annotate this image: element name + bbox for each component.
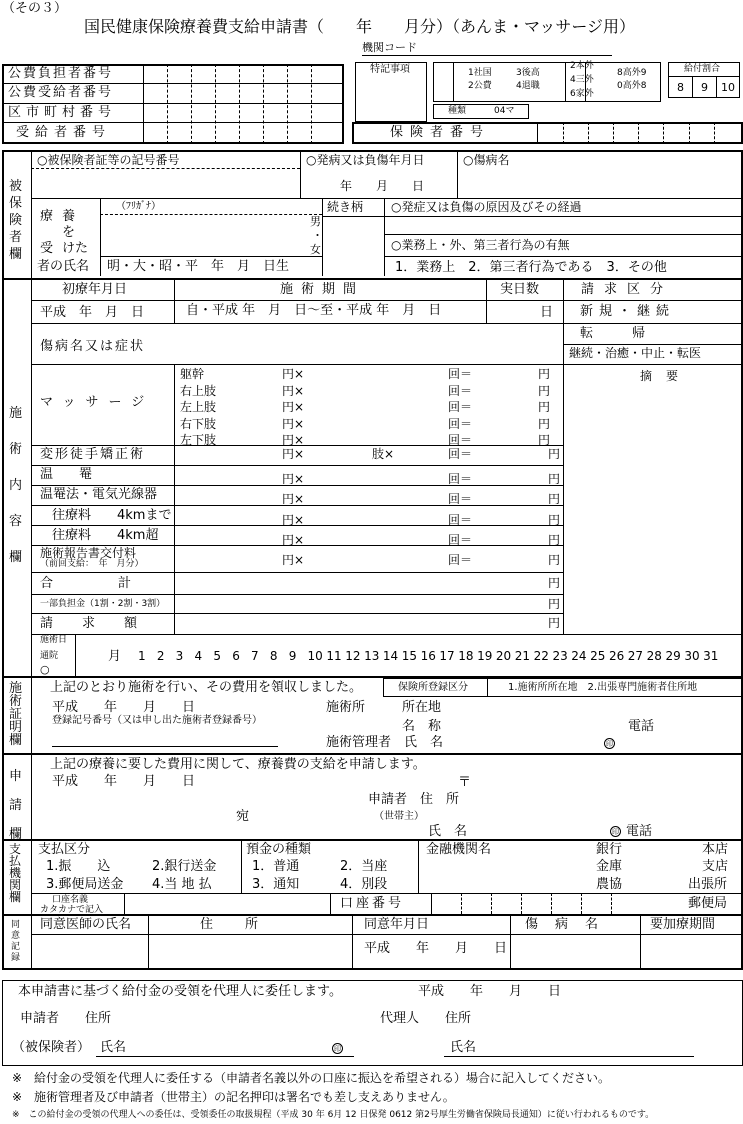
consent-period-label: 要加療期間 — [650, 917, 716, 932]
patient-label-2: 養 — [62, 209, 76, 224]
visit-label: 通院 — [40, 651, 59, 661]
account-number-label: 口座番号 — [340, 896, 405, 911]
visit-day-6[interactable]: 6 — [232, 649, 240, 663]
visit-day-5[interactable]: 5 — [213, 649, 221, 663]
visit-days — [138, 650, 722, 666]
delegation-date: 平成 年 月 日 — [418, 984, 562, 999]
visit-day-13[interactable]: 13 — [364, 649, 380, 663]
claim-amount-yen: 円 — [548, 616, 561, 630]
payment-postal-remit: 3.郵便局送金 — [46, 877, 124, 892]
consent-date-value: 平成 年 月 日 — [364, 941, 508, 956]
claim-outcome-options: 継続・治癒・中止・転医 — [569, 346, 702, 360]
copay-label: 一部負担金（1割・2割・3割） — [40, 599, 166, 609]
part-trunk: 躯幹 — [180, 367, 205, 381]
office-type-options: 1.施術所所在地 2.出張専門施術者住所地 — [508, 682, 698, 693]
total-yen: 円 — [548, 576, 561, 590]
rows-total-col: 円 円 円 円 円 — [548, 472, 561, 568]
rows-yen-col: 円× 円× 円× 円× 円× — [282, 472, 305, 568]
office-name-label: 名 称 — [402, 719, 442, 734]
part-right-arm: 右上肢 — [180, 383, 217, 398]
branch-office: 出張所 — [688, 877, 728, 892]
payment-side-label: 支払機関欄 — [9, 842, 22, 904]
branch-head: 本店 — [702, 842, 729, 857]
visit-day-16[interactable]: 16 — [420, 649, 436, 663]
visit-day-18[interactable]: 18 — [458, 649, 474, 663]
bank-type-nokyo: 農協 — [596, 877, 623, 892]
rows-times-col: 回＝ 回＝ 回＝ 回＝ 回＝ — [448, 472, 473, 568]
correction-total: 円 — [548, 447, 561, 461]
relation-label: 続き柄 — [327, 200, 364, 214]
claim-amount-label: 請 求 額 — [40, 616, 146, 631]
period-label: 施術期間 — [280, 282, 365, 297]
patient-label-5: けた — [62, 241, 89, 256]
note-3: ※ この給付金の受領の代理人への委任は、受領委任の取扱規程（平成 30 年 6月 12 日保発 0612 第2号厚生労働省保険局長通知）に従い行われるものです。 — [12, 1110, 655, 1120]
kind-1: 1社国 — [468, 68, 492, 78]
beneficiary-number-label: 受給者番号 — [16, 125, 112, 140]
deposit-checking: 2．当座 — [340, 859, 388, 874]
kind-3: 3後高 — [516, 68, 540, 78]
visit-day-21[interactable]: 21 — [514, 649, 531, 663]
consent-disease-label: 傷 病 名 — [525, 917, 601, 932]
onset-date-label: ○発病又は負傷年月日 — [306, 153, 425, 167]
deposit-type-label: 預金の種類 — [246, 842, 312, 857]
note-2: ※ 施術管理者及び申請者（世帯主）の記名押印は署名でも差し支えありません。 — [12, 1090, 455, 1104]
payment-local: 4.当 地 払 — [152, 877, 212, 892]
copay-yen: 円 — [548, 597, 561, 611]
payment-method-label: 支払区分 — [38, 842, 91, 857]
deposit-notice: 3．通知 — [252, 877, 300, 892]
visit-date-label: 施術日 — [40, 635, 68, 645]
card-number-label: ○被保険者証等の記号番号 — [37, 153, 180, 167]
addressee-label: 宛 — [236, 809, 250, 824]
visit-day-30[interactable]: 30 — [684, 649, 700, 663]
registration-number-label: 登録記号番号（又は申し出た施術者登録番号） — [52, 715, 262, 726]
visit-day-8[interactable]: 8 — [269, 649, 278, 663]
householder-label: （世帯主） — [374, 811, 424, 822]
visit-day-12[interactable]: 12 — [345, 649, 361, 663]
visit-day-26[interactable]: 26 — [608, 649, 625, 663]
patient-label-1: 療 — [40, 209, 64, 224]
visit-day-17[interactable]: 17 — [439, 649, 455, 663]
manager-seal: 印 — [606, 740, 613, 748]
application-date: 平成 年 月 日 — [52, 774, 196, 789]
correction-yen: 円× — [282, 447, 305, 461]
manual-correction-label: 変形徒手矯正術 — [40, 447, 146, 462]
part-left-leg: 左下肢 — [180, 433, 217, 447]
office-phone-label: 電話 — [628, 719, 655, 734]
certification-date: 平成 年 月 日 — [52, 700, 196, 715]
visit-day-28[interactable]: 28 — [646, 649, 662, 663]
visit-fee-4km-under: 往療料 4kmまで — [52, 508, 172, 523]
correction-times: 回＝ — [448, 447, 473, 461]
birth-date: 明・大・昭・平 年 月 日生 — [107, 259, 290, 274]
first-date-label: 初療年月日 — [62, 282, 128, 297]
rate-10: 10 — [721, 81, 735, 94]
electric-light-label: 温罨法・電気光線器 — [40, 487, 158, 502]
kind-value: 04マ — [494, 106, 515, 116]
patient-label-3: を — [62, 225, 76, 240]
applicant-seal: 印 — [612, 828, 619, 836]
visit-day-23[interactable]: 23 — [552, 649, 568, 663]
bank-type-bank: 銀行 — [596, 842, 623, 857]
cause-label: ○発症又は負傷の原因及びその経過 — [391, 200, 582, 214]
post-office-label: 郵便局 — [688, 896, 728, 911]
visit-day-24[interactable]: 24 — [571, 649, 587, 663]
special-notes-label: 特記事項 — [370, 64, 410, 75]
delegation-agent-name: 氏名 — [450, 1040, 477, 1055]
applicant-phone-label: 電話 — [626, 824, 653, 839]
consent-side-label: 同意記録 — [11, 920, 21, 963]
visit-day-3[interactable]: 3 — [175, 649, 184, 663]
insured-side-label: 被保険者欄 — [9, 179, 23, 262]
actual-days-label: 実日数 — [500, 282, 540, 297]
visit-circle: ○ — [40, 663, 50, 676]
doctor-name-label: 同意医師の氏名 — [40, 917, 132, 932]
application-side-label: 申請欄 — [9, 769, 23, 842]
patient-label-4: 受 — [40, 241, 54, 256]
municipality-number-label: 区市町村番号 — [8, 105, 117, 120]
office-label: 施術所 — [326, 700, 366, 715]
visit-month-unit: 月 — [108, 649, 122, 664]
visit-day-1[interactable]: 1 — [138, 649, 146, 663]
sex-male: 男 — [310, 215, 321, 228]
kind-4: 4退職 — [516, 81, 540, 91]
treatment-side-label: 施術内容欄 — [9, 406, 23, 565]
type-6: 6家外 — [570, 89, 594, 99]
visit-day-25[interactable]: 25 — [590, 649, 606, 663]
type-0: 0高外8 — [617, 81, 647, 91]
branch-branch: 支店 — [702, 859, 729, 874]
type-4: 4三外 — [570, 75, 594, 85]
form-title: 国民健康保険療養費支給申請書（ 年 月分）（あんま・マッサージ用） — [84, 17, 636, 36]
delegation-statement: 本申請書に基づく給付金の受領を代理人に委任します。 — [18, 984, 342, 999]
sex-dot: ・ — [312, 229, 323, 242]
deposit-ordinary: 1．普通 — [252, 859, 300, 874]
massage-times-col: 回＝ 回＝ 回＝ 回＝ 回＝ — [448, 367, 473, 447]
delegation-insured-label: （被保険者） — [12, 1040, 91, 1055]
consent-date-label: 同意年月日 — [364, 917, 430, 932]
office-type-label: 保険所登録区分 — [398, 682, 468, 693]
note-1: ※ 給付金の受領を代理人に委任する（申請者名義以外の口座に振込を希望される）場合に記入してください。 — [12, 1071, 611, 1085]
summary-label: 摘要 — [640, 369, 693, 383]
payment-transfer: 1.振 込 — [46, 859, 111, 874]
visit-day-7[interactable]: 7 — [251, 649, 259, 663]
visit-day-14[interactable]: 14 — [382, 649, 399, 663]
kind-2: 2公費 — [468, 81, 492, 91]
first-date-value: 平成 年 月 日 — [40, 305, 145, 320]
patient-label-6: 者の氏名 — [37, 259, 90, 274]
form-number: （その３） — [2, 1, 68, 16]
third-party-options: 1．業務上 2．第三者行為である 3．その他 — [395, 260, 667, 275]
part-right-leg: 右下肢 — [180, 416, 217, 431]
period-value: 自・平成 年 月 日〜至・平成 年 月 日 — [186, 303, 442, 318]
bank-name-label: 金融機関名 — [426, 842, 492, 857]
onset-date-value: 年 月 日 — [340, 179, 425, 193]
visit-fee-4km-over: 往療料 4km超 — [52, 528, 159, 543]
actual-days-unit: 日 — [540, 305, 554, 320]
report-fee-label: 施術報告書交付料 — [40, 546, 137, 560]
agency-code-label: 機関コード — [362, 41, 417, 54]
massage-yen-col: 円× 円× 円× 円× 円× — [282, 367, 305, 447]
rate-8: 8 — [677, 81, 684, 94]
insurer-number-label: 保険者番号 — [390, 125, 491, 140]
massage-label: マッサージ — [40, 395, 155, 410]
report-fee-note: （前回支給： 年 月分） — [40, 559, 144, 569]
body-parts-list — [180, 366, 216, 449]
recipient-number-label: 公費受給者番号 — [8, 85, 114, 100]
holder-kana-note: カタカナで記入 — [40, 905, 104, 915]
benefit-rate-label: 給付割合 — [684, 64, 721, 74]
visit-day-2[interactable]: 2 — [156, 649, 165, 663]
office-address-label: 所在地 — [402, 700, 442, 715]
holder-label: 口座名義 — [52, 895, 89, 905]
certification-statement: 上記のとおり施術を行い、その費用を領収しました。 — [50, 680, 363, 695]
massage-total-col: 円 円 円 円 円 — [538, 367, 551, 447]
furigana-label: （ﾌﾘｶﾞﾅ） — [116, 201, 161, 212]
application-statement: 上記の療養に要した費用に関して、療養費の支給を申請します。 — [50, 757, 426, 772]
payer-number-label: 公費負担者番号 — [8, 66, 114, 81]
claim-outcome: 転 帰 — [580, 326, 646, 341]
visit-day-10[interactable]: 10 — [307, 649, 323, 663]
total-label: 合 計 — [40, 576, 132, 591]
visit-day-22[interactable]: 22 — [533, 649, 549, 663]
delegation-agent-address: 代理人 住所 — [380, 1011, 472, 1026]
claim-new-continue: 新規・継続 — [580, 304, 676, 319]
visit-day-9[interactable]: 9 — [288, 649, 297, 663]
visit-day-31[interactable]: 31 — [703, 649, 719, 663]
kind-label: 種類 — [448, 106, 467, 116]
visit-day-27[interactable]: 27 — [627, 649, 644, 663]
doctor-address-label: 住 所 — [200, 917, 261, 932]
delegation-seal: 印 — [334, 1045, 341, 1053]
correction-limb: 肢× — [372, 447, 395, 461]
type-8: 8高外9 — [617, 68, 647, 78]
applicant-address-label: 申請者 住 所 — [368, 792, 460, 807]
visit-day-4[interactable]: 4 — [194, 649, 203, 663]
sex-female: 女 — [310, 243, 321, 256]
deposit-special: 4．別段 — [340, 877, 388, 892]
hot-compress-label: 温 罨 — [40, 467, 93, 482]
payment-bank-remit: 2.銀行送金 — [152, 859, 217, 874]
visit-day-15[interactable]: 15 — [401, 649, 418, 663]
claim-type-label: 請求区分 — [581, 282, 674, 297]
visit-day-20[interactable]: 20 — [495, 649, 512, 663]
certification-side-label: 施術証明欄 — [9, 681, 23, 748]
disease-symptom-label: 傷病名又は症状 — [40, 339, 146, 354]
disease-name-label: ○傷病名 — [463, 153, 510, 167]
visit-day-19[interactable]: 19 — [477, 649, 493, 663]
visit-day-11[interactable]: 11 — [326, 649, 342, 663]
type-2: 2本外 — [570, 61, 594, 71]
delegation-applicant-name: 氏名 — [100, 1040, 127, 1055]
part-left-arm: 左上肢 — [180, 400, 217, 414]
third-party-label: ○業務上・外、第三者行為の有無 — [391, 238, 570, 252]
zip-mark: 〒 — [458, 775, 472, 790]
delegation-applicant-address: 申請者 住所 — [20, 1011, 112, 1026]
rate-9: 9 — [701, 81, 708, 94]
visit-day-29[interactable]: 29 — [665, 649, 681, 663]
manager-name-label: 施術管理者 氏 名 — [326, 735, 444, 750]
bank-type-kinko: 金庫 — [596, 859, 623, 874]
applicant-name-label: 氏 名 — [428, 824, 468, 839]
